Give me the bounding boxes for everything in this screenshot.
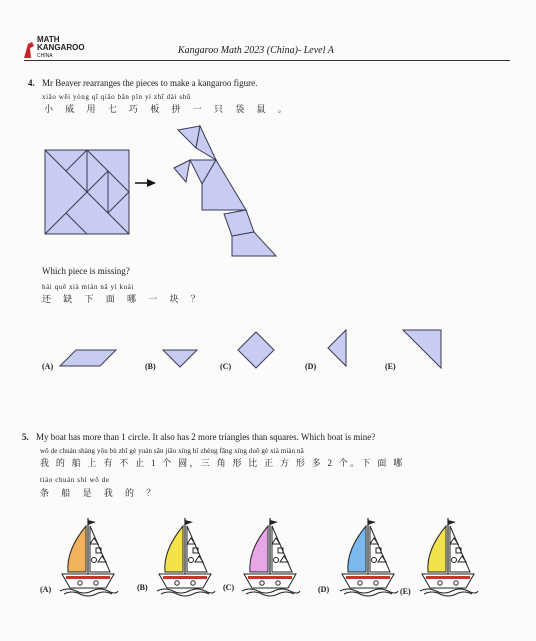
question-5-hanzi: 我 的 船 上 有 不 止 1 个 圆，三 角 形 比 正 方 形 多 2 个。下 面 哪 (40, 458, 405, 468)
right-sail (450, 526, 470, 572)
question-4-sub-pinyin: hái quē xià miàn nǎ yí kuài (42, 283, 135, 291)
q5-boat-e[interactable] (418, 516, 478, 596)
question-4-subquestion: Which piece is missing? (42, 266, 130, 276)
flag-icon (88, 520, 96, 525)
logo-line-china: CHINA (37, 53, 53, 59)
kangaroo-tangram-figure (168, 122, 278, 262)
left-sail (68, 526, 86, 572)
question-4-sub-hanzi: 还 缺 下 面 哪 一 块 ？ (42, 294, 205, 304)
right-sail (370, 526, 390, 572)
q5-option-d-label[interactable]: (D) (318, 585, 330, 594)
question-4-hanzi: 小 威 用 七 巧 板 拼 一 只 袋 鼠 。 (44, 104, 292, 114)
q5-boat-b[interactable] (155, 516, 215, 596)
q4-option-d-label[interactable]: (D) (305, 362, 317, 371)
logo-line-kangaroo: KANGAROO (37, 43, 85, 52)
logo-line-math: MATH (37, 35, 60, 44)
logo-text (37, 36, 85, 60)
q4-option-d-triangle-icon[interactable] (326, 330, 348, 366)
page-title: Kangaroo Math 2023 (China)- Level A (178, 45, 334, 56)
right-sail (272, 526, 292, 572)
question-5-number: 5. (22, 432, 29, 442)
q5-option-c-label[interactable]: (C) (223, 583, 235, 592)
question-5-pinyin-2: tiáo chuán shì wǒ de (40, 476, 110, 484)
arrow-right-icon (135, 178, 157, 188)
q5-boat-c[interactable] (240, 516, 300, 596)
hull-stripe (66, 576, 110, 579)
tangram-square (45, 150, 129, 234)
left-sail (428, 526, 446, 572)
flag-icon (270, 520, 278, 525)
question-4-text: Mr Beaver rearranges the pieces to make a kangaroo figure. (42, 78, 258, 88)
flag-icon (448, 520, 456, 525)
flag-icon (185, 520, 193, 525)
q4-option-a-parallelogram-icon[interactable] (60, 348, 116, 368)
q5-boat-d[interactable] (338, 516, 398, 596)
question-5-pinyin: wǒ de chuán shàng yǒu bù zhǐ gè yuán sān jiǎo xíng bǐ zhèng fāng xíng duō gè xià miàn nǎ (40, 447, 304, 455)
hull-stripe (426, 576, 470, 579)
left-sail (250, 526, 268, 572)
q4-option-e-triangle-icon[interactable] (403, 330, 441, 368)
left-sail (348, 526, 366, 572)
question-5-text: My boat has more than 1 circle. It also has 2 more triangles than squares. Which boat is mine? (36, 432, 376, 442)
q4-option-c-label[interactable]: (C) (220, 362, 232, 371)
left-sail (165, 526, 183, 572)
q5-option-a-label[interactable]: (A) (40, 585, 52, 594)
question-4-pinyin: xiǎo wēi yòng qī qiǎo bǎn pīn yì zhī dài shǔ (42, 93, 191, 101)
header-divider (24, 60, 510, 61)
q4-option-b-triangle-icon[interactable] (163, 350, 197, 368)
q4-option-b-label[interactable]: (B) (145, 362, 156, 371)
q5-boat-a[interactable] (58, 516, 118, 596)
hull-stripe (163, 576, 207, 579)
hull-stripe (346, 576, 390, 579)
hull-stripe (248, 576, 292, 579)
q4-option-e-label[interactable]: (E) (385, 362, 396, 371)
q4-option-a-label[interactable]: (A) (42, 362, 54, 371)
question-5-hanzi-2: 条 船 是 我 的 ？ (40, 488, 161, 498)
q4-option-c-square-icon[interactable] (238, 332, 274, 368)
right-sail (187, 526, 207, 572)
right-sail (90, 526, 110, 572)
question-4-number: 4. (28, 78, 35, 88)
q5-option-e-label[interactable]: (E) (400, 587, 411, 596)
flag-icon (368, 520, 376, 525)
q5-option-b-label[interactable]: (B) (137, 583, 148, 592)
kangaroo-logo-icon (22, 38, 36, 60)
